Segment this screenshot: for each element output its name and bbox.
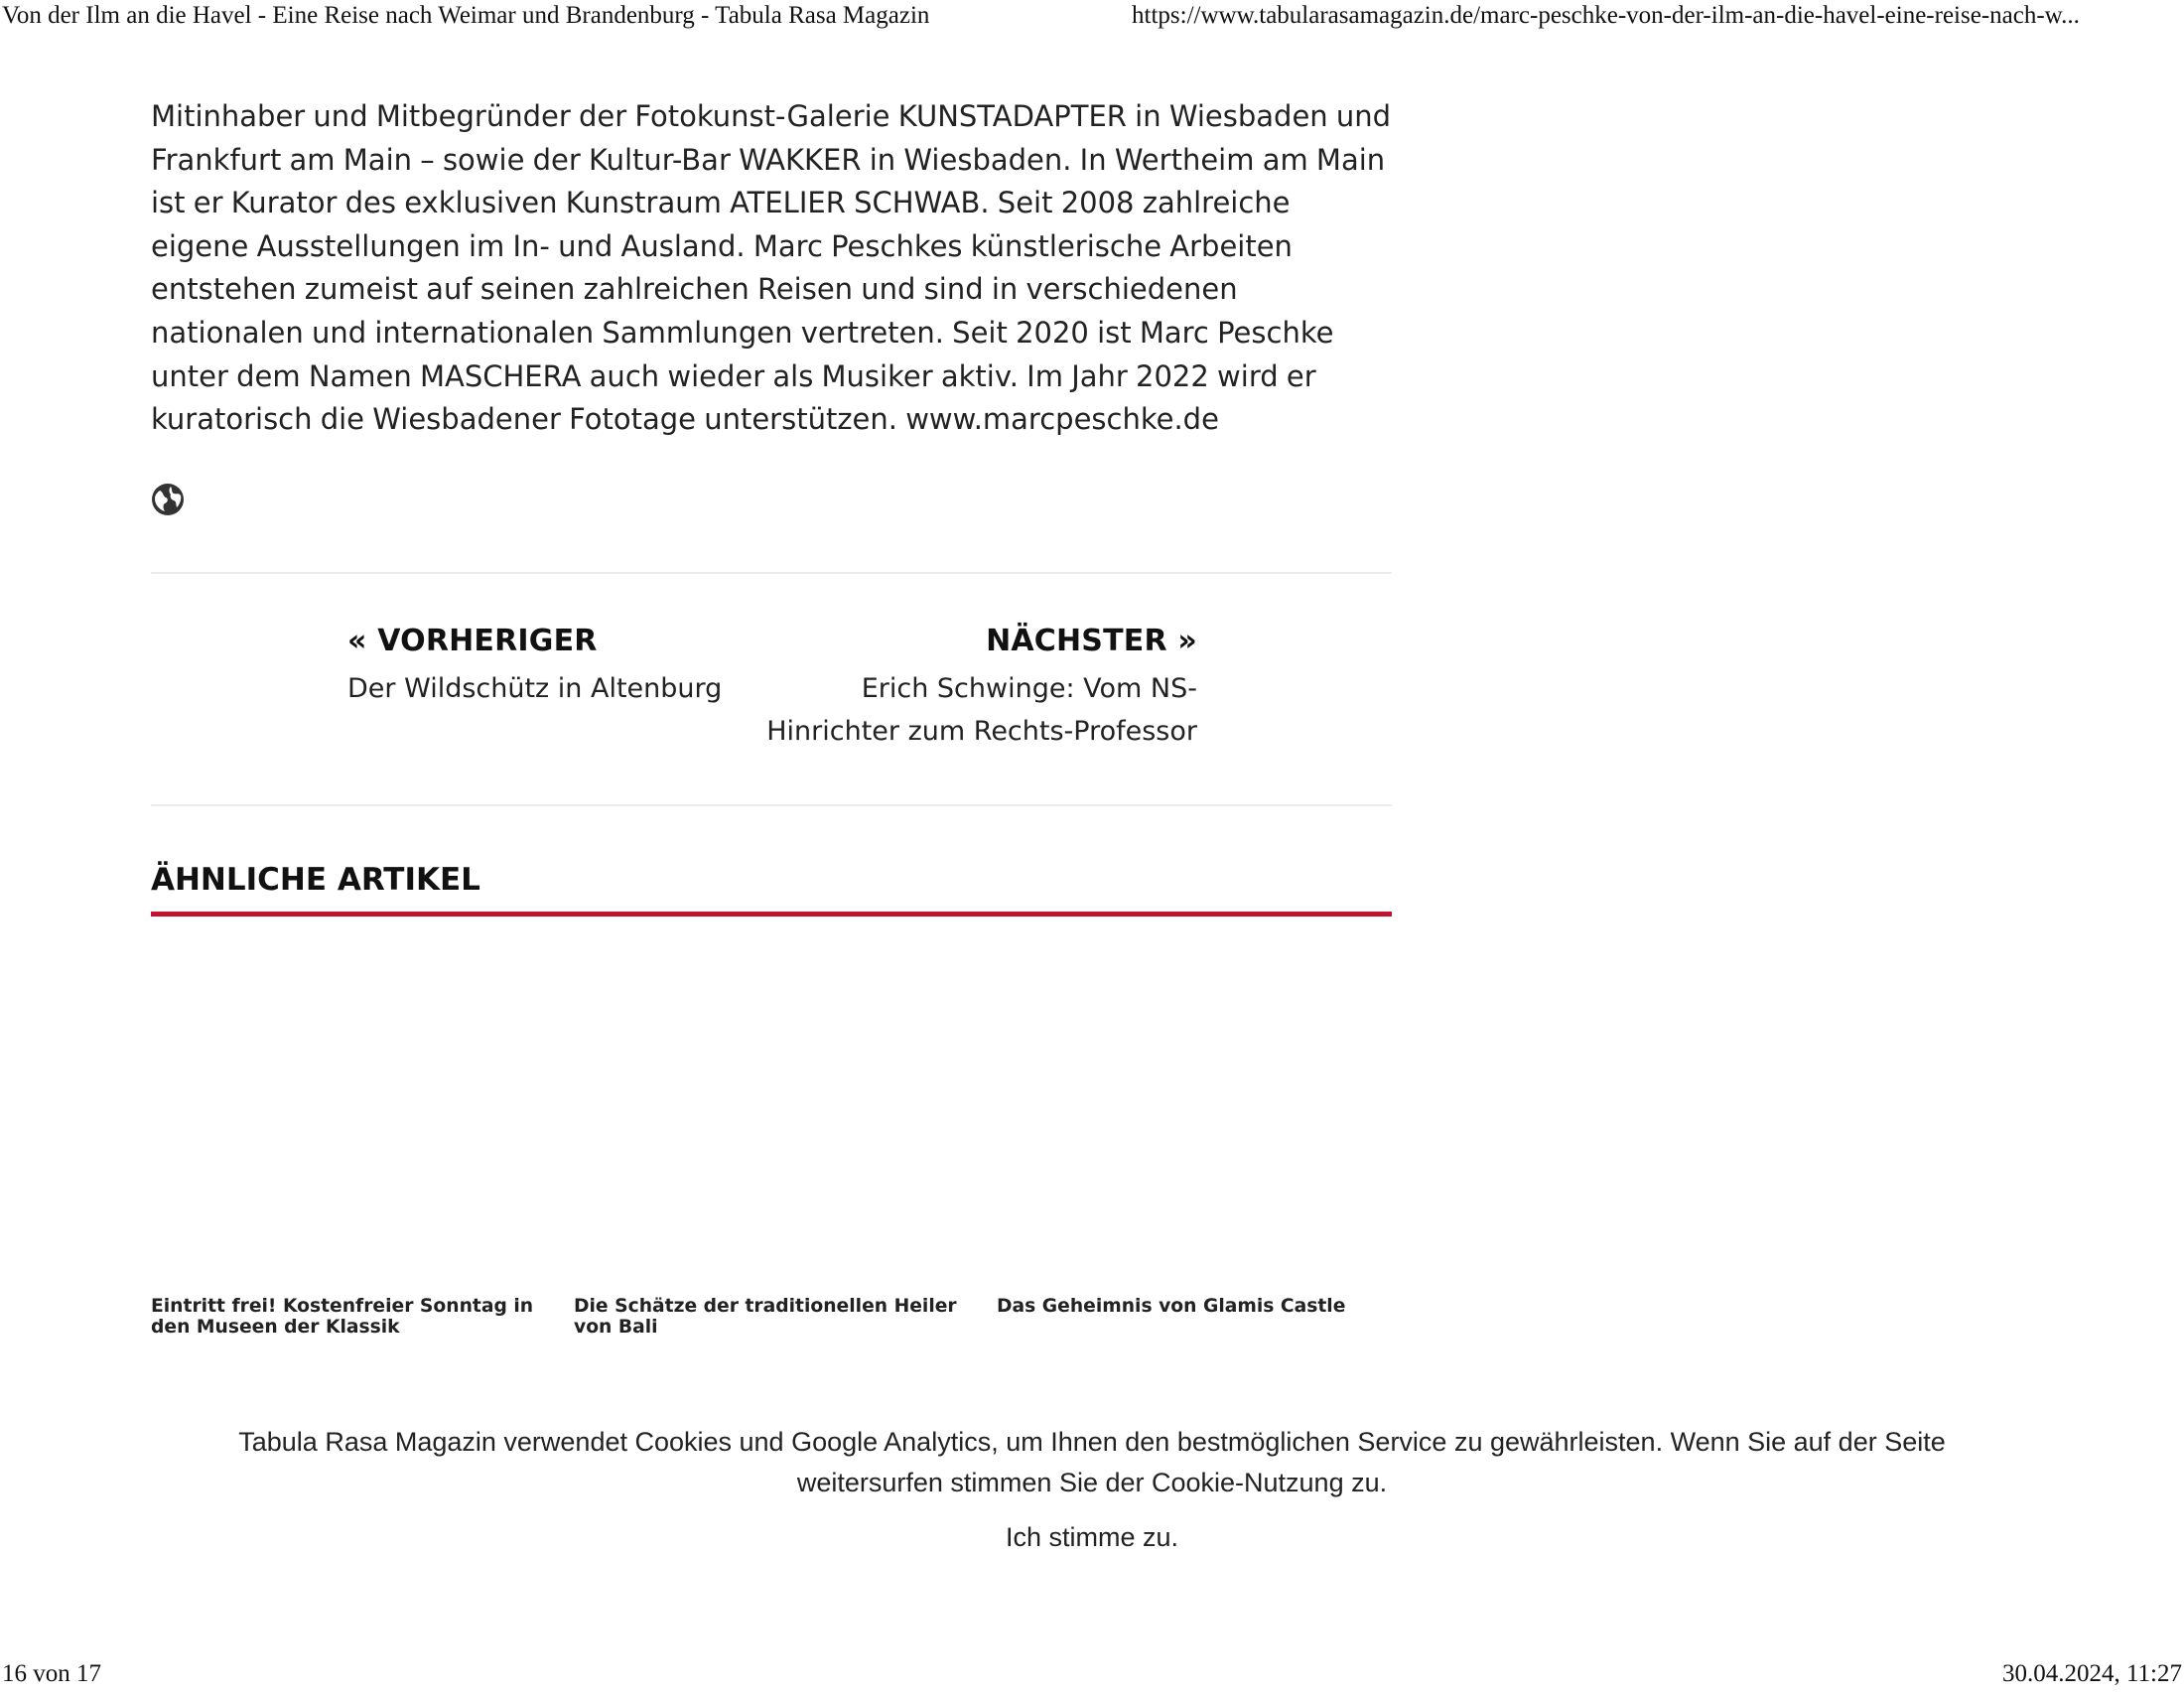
divider-top xyxy=(151,572,1392,574)
previous-label: « VORHERIGER xyxy=(347,624,598,658)
related-article-title[interactable]: Die Schätze der traditionellen Heiler von Bali xyxy=(574,1295,957,1338)
globe-icon[interactable] xyxy=(151,483,185,516)
previous-post-link[interactable] xyxy=(347,622,764,710)
article-footer xyxy=(151,95,1392,898)
print-page-title: Von der Ilm an die Havel - Eine Reise nach Weimar und Brandenburg - Tabula Rasa Magazin xyxy=(2,2,930,29)
related-article-3[interactable] xyxy=(997,1277,1404,1392)
print-footer xyxy=(0,1658,2184,1698)
cookie-message: Tabula Rasa Magazin verwendet Cookies und Google Analytics, um Ihnen den bestmöglichen Service zu gewährleisten. Wenn Sie auf der Seite weitersurfen stimmen Sie der Cookie-Nutzung zu. xyxy=(238,1427,1946,1497)
divider-bottom xyxy=(151,804,1392,806)
cookie-banner xyxy=(0,1422,2184,1558)
next-post-title: Erich Schwinge: Vom NS-Hinrichter zum Rechts-Professor xyxy=(766,673,1197,747)
related-article-title[interactable]: Das Geheimnis von Glamis Castle xyxy=(997,1295,1346,1317)
author-bio: Mitinhaber und Mitbegründer der Fotokunst-Galerie KUNSTADAPTER in Wiesbaden und Frankfurt am Main – sowie der Kultur-Bar WAKKER in Wiesbaden. In Wertheim am Main ist er Kurator des exklusiven Kunstraum ATELIER SCHWAB. Seit 2008 zahlreiche eigene Ausstellungen im In- und Ausland. Marc Peschkes künstlerische Arbeiten entstehen zumeist auf seinen zahlreichen Reisen und sind in verschiedenen nationalen und internationalen Sammlungen vertreten. Seit 2020 ist Marc Peschke unter dem Namen MASCHERA auch wieder als Musiker aktiv. Im Jahr 2022 wird er kuratorisch die Wiesbadener Fototage unterstützen. www.marcpeschke.de xyxy=(151,99,1392,437)
cookie-accept-button[interactable]: Ich stimme zu. xyxy=(1005,1522,1179,1552)
print-header xyxy=(0,0,2184,40)
previous-post-title: Der Wildschütz in Altenburg xyxy=(347,673,723,704)
related-article-1[interactable] xyxy=(151,1277,558,1392)
related-articles-rule xyxy=(151,912,1392,917)
related-article-2[interactable] xyxy=(574,1277,981,1392)
next-post-link[interactable] xyxy=(766,622,1197,753)
page-counter: 16 von 17 xyxy=(2,1660,101,1687)
related-articles-heading: ÄHNLICHE ARTIKEL xyxy=(151,862,480,898)
print-page-url: https://www.tabularasamagazin.de/marc-peschke-von-der-ilm-an-die-havel-eine-reise-nach-w... xyxy=(1132,2,2080,29)
related-article-title[interactable]: Eintritt frei! Kostenfreier Sonntag in den Museen der Klassik xyxy=(151,1295,534,1338)
print-timestamp: 30.04.2024, 11:27 xyxy=(2001,1660,2182,1687)
next-label: NÄCHSTER » xyxy=(986,624,1197,658)
